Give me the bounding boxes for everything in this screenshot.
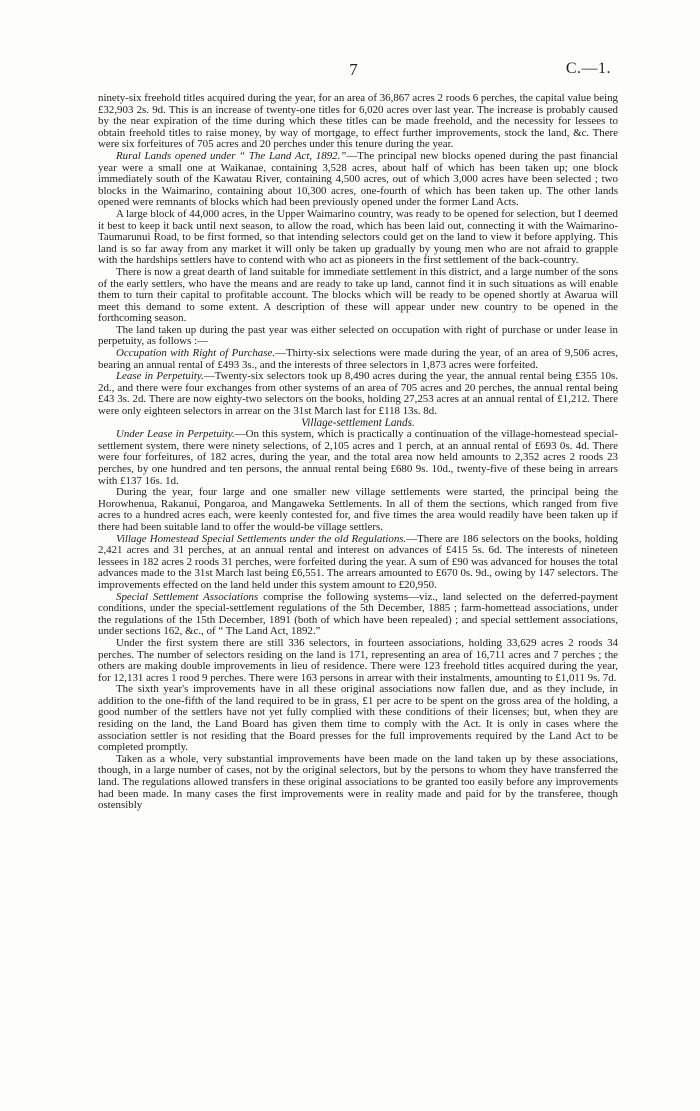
section-title: Village-settlement Lands. bbox=[301, 416, 415, 429]
page-header bbox=[96, 60, 611, 82]
paragraph-lead: Village Homestead Special Settlements under the old Regulations. bbox=[116, 532, 407, 545]
paragraph: There is now a great dearth of land suitable for immediate settlement in this district, and a large number of the sons of the early settlers, who have the means and are ready to take up land, cannot find it in such situations as will enable them to turn their capital to profitable account. The blocks which will be ready to be opened shortly at Awarua will meet this demand to some extent. A description of these will appear under new country to be opened in the forthcoming season. bbox=[98, 265, 618, 325]
document-reference: C.—1. bbox=[565, 60, 611, 77]
page-number: 7 bbox=[349, 60, 358, 79]
paragraph: ninety-six freehold titles acquired during the year, for an area of 36,867 acres 2 roods 6 perches, the capital value being £32,903 2s. 9d. This is an increase of twenty-one titles for 6,020 acres over last year. The increase is probably caused by the near expiration of the time during which these titles can be made freehold, and the necessity for lessees to obtain freehold titles to raise money, by way of mortgage, to effect further improvements, stock the land, &c. There were six forfeitures of 705 acres and 20 perches under this tenure during the year. bbox=[98, 92, 618, 151]
paragraph: Village Homestead Special Settlements under the old Regulations.—There are 186 selectors on the books, holding 2,421 acres and 31 perches, at an annual rental and interest on advances of £415 5s. 6d. The interests of nineteen lessees in 182 acres 2 roods 31 perches, were forfeited during the year. A sum of £90 was advanced for houses the total advances made to the 31st March last being £6,551. The arrears amounted to £670 0s. 9d., owing by 147 selectors. The improvements effected on the land held under this system amount to £20,950. bbox=[98, 532, 618, 591]
paragraph-lead: Lease in Perpetuity. bbox=[116, 370, 204, 383]
paragraph: The sixth year's improvements have in all these original associations now fallen due, and as they include, in addition to the one-fifth of the land required to be in grass, £1 per acre to be spent on the gross area of the holding, a good number of the settlers have not yet fully complied with these conditions of their licenses; but, when they are residing on the land, the Land Board has given them time to comply with the Act. It is only in cases where the association settler is not residing that the Board presses for the full improvements required by the Land Act to be completed promptly. bbox=[98, 683, 618, 754]
paragraph: Special Settlement Associations comprise the following systems—viz., land selected on the deferred-payment conditions, under the special-settlement regulations of the 5th December, 1885 ; farm-homettead associations, under the regulations of the 15th December, 1891 (both of which have been repealed) ; and special settlement associations, under sections 162, &c., of “ The Land Act, 1892.” bbox=[98, 590, 618, 638]
paragraph: Rural Lands opened under “ The Land Act, 1892.”—The principal new blocks opened during the past financial year were a small one at Waikanae, containing 3,528 acres, about half of which has been taken up; one block immediately south of the Kawatau River, containing 4,500 acres, out of which 3,000 acres have been selected ; two blocks in the Waimarino, containing about 10,300 acres, one-fourth of which has been taken up. The other lands opened were remnants of blocks which had been previously opened under the former Land Acts. bbox=[98, 149, 618, 209]
paragraph-lead: Special Settlement Associations bbox=[116, 590, 259, 603]
paragraph-lead: Occupation with Right of Purchase. bbox=[116, 347, 276, 360]
paragraph: Lease in Perpetuity.—Twenty-six selectors took up 8,490 acres during the year, the annual rental being £355 10s. 2d., and there were four exchanges from other systems of an area of 705 acres and 20 perches, the annual rental being £43 3s. 2d. There are now eighty-two selectors on the books, holding 27,253 acres at an annual rental of £1,212. There were only eighteen selectors in arrear on the 31st March last for £118 13s. 8d. bbox=[98, 370, 618, 418]
paragraph-lead: Rural Lands opened under “ The Land Act, 1892.” bbox=[116, 149, 347, 162]
paragraph: Under the first system there are still 336 selectors, in fourteen associations, holding 33,629 acres 2 roods 34 perches. The number of selectors residing on the land is 171, representing an area of 16,711 acres and 7 perches ; the others are making double improvements in lieu of residence. There were 123 freehold titles acquired during the year, for 12,131 acres 1 rood 9 perches. There were 163 persons in arrear with their instalments, amounting to £1,011 9s. 7d. bbox=[98, 636, 618, 684]
paragraph: The land taken up during the past year was either selected on occupation with right of purchase or under lease in perpetuity, as follows :— bbox=[98, 323, 618, 348]
paragraph: Under Lease in Perpetuity.—On this system, which is practically a continuation of the village-homestead special-settlement system, there were ninety selections, of 2,105 acres and 1 perch, at an annual rental of £693 0s. 4d. There were four forfeitures, of 182 acres, during the year, and the total area now held amounts to 2,352 acres 2 roods 23 perches, by one hundred and ten persons, the annual rental being £680 9s. 10d., twenty-five of these being in arrears with £137 16s. 1d. bbox=[98, 428, 619, 487]
paragraph: Taken as a whole, very substantial improvements have been made on the land taken up by these associations, though, in a large number of cases, not by the original selectors, but by the persons to whom they have transferred the land. The regulations allowed transfers in these original associations to be granted too easily before any improvements had been made. In many cases the first improvements were in reality made and paid for by the transferee, though ostensibly bbox=[98, 752, 618, 812]
paragraph: A large block of 44,000 acres, in the Upper Waimarino country, was ready to be opened for selection, but I deemed it best to keep it back until next season, to allow the road, which has been laid out, connecting it with the Waimarino-Taumarunui Road, to be first formed, so that intending selectors could get on the land to view it before applying. This land is so far away from any market it will only be taken up gradually by young men who are not afraid to grapple with the hardships settlers have to contend with who act as pioneers in the first settlement of the back-country. bbox=[98, 207, 618, 267]
document-body bbox=[98, 93, 618, 812]
paragraph: During the year, four large and one smaller new village settlements were started, the principal being the Horowhenua, Rakanui, Pongaroa, and Mangaweka Settlements. In all of them the sections, which ranged from five acres to a hundred acres each, were keenly contested for, and five times the area would readily have been taken up if there had been suitable land to offer the would-be village settlers. bbox=[98, 486, 618, 533]
paragraph: Occupation with Right of Purchase.—Thirty-six selections were made during the year, of an area of 9,506 acres, bearing an annual rental of £493 3s., and the interests of three selectors in 1,873 acres were forfeited. bbox=[98, 347, 619, 371]
paragraph-lead: Under Lease in Perpetuity. bbox=[116, 428, 235, 441]
